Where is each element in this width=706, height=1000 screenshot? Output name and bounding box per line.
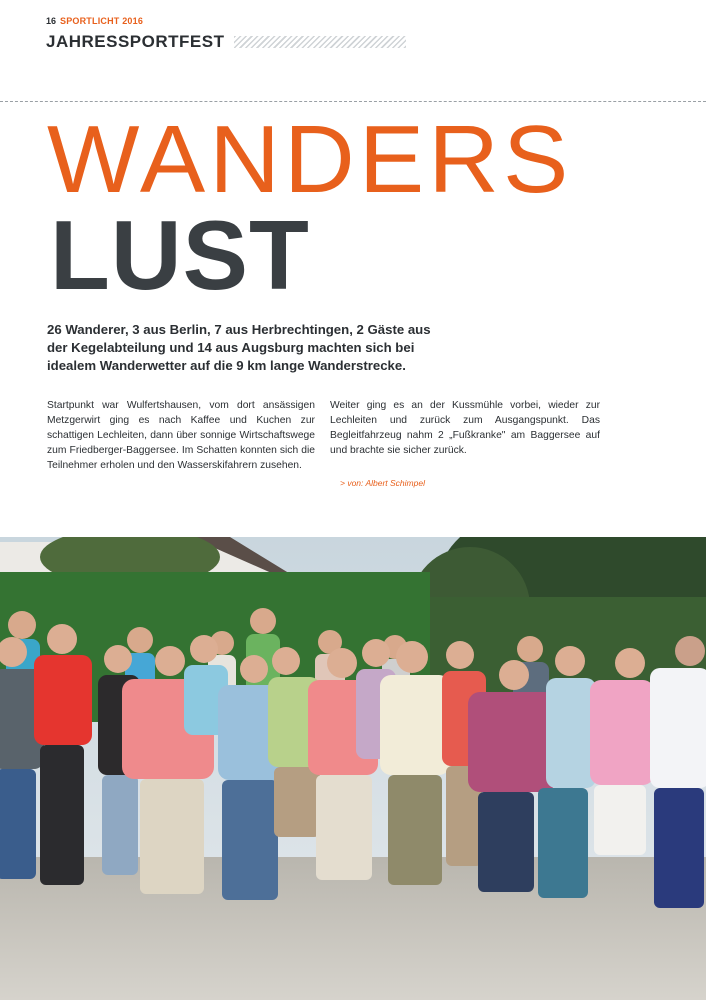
hatch-decoration: [234, 36, 406, 48]
body-column-1: Startpunkt war Wulfertshausen, vom dort ansässigen Metzgerwirt ging es nach Kaffee und Kuchen zur schattigen Lechleiten, dann über sonnige Wirtschaftswege zum Friedberger-Baggersee. Im Schatten konnten sich die Teilnehmer erholen und den Wasserskifahrern zusehen.: [47, 400, 315, 471]
page-header: [46, 14, 666, 54]
author-byline: > von: Albert Schimpel: [340, 478, 425, 488]
dashed-divider: [0, 101, 706, 102]
group-photo: [0, 537, 706, 1000]
page-number: 16: [46, 16, 57, 26]
magazine-name: SPORTLICHT 2016: [60, 16, 144, 26]
headline-line-1: WANDERS: [47, 106, 573, 213]
lead-paragraph: 26 Wanderer, 3 aus Berlin, 7 aus Herbrechtingen, 2 Gäste aus der Kegelabteilung und 14 aus Augsburg machten sich bei idealem Wanderwetter auf die 9 km lange Wanderstrecke.: [47, 322, 431, 373]
body-column-2: Weiter ging es an der Kussmühle vorbei, wieder zur Lechleiten und zurück zum Ausgangspunkt. Das Begleitfahrzeug nahm 2 „Fußkranke" am Baggersee auf und brachte sie sicher zurück.: [330, 400, 600, 456]
section-title: JAHRESSPORTFEST: [46, 32, 225, 51]
headline-line-2: LUST: [50, 200, 310, 310]
group-photo-illustration: [0, 537, 706, 1000]
